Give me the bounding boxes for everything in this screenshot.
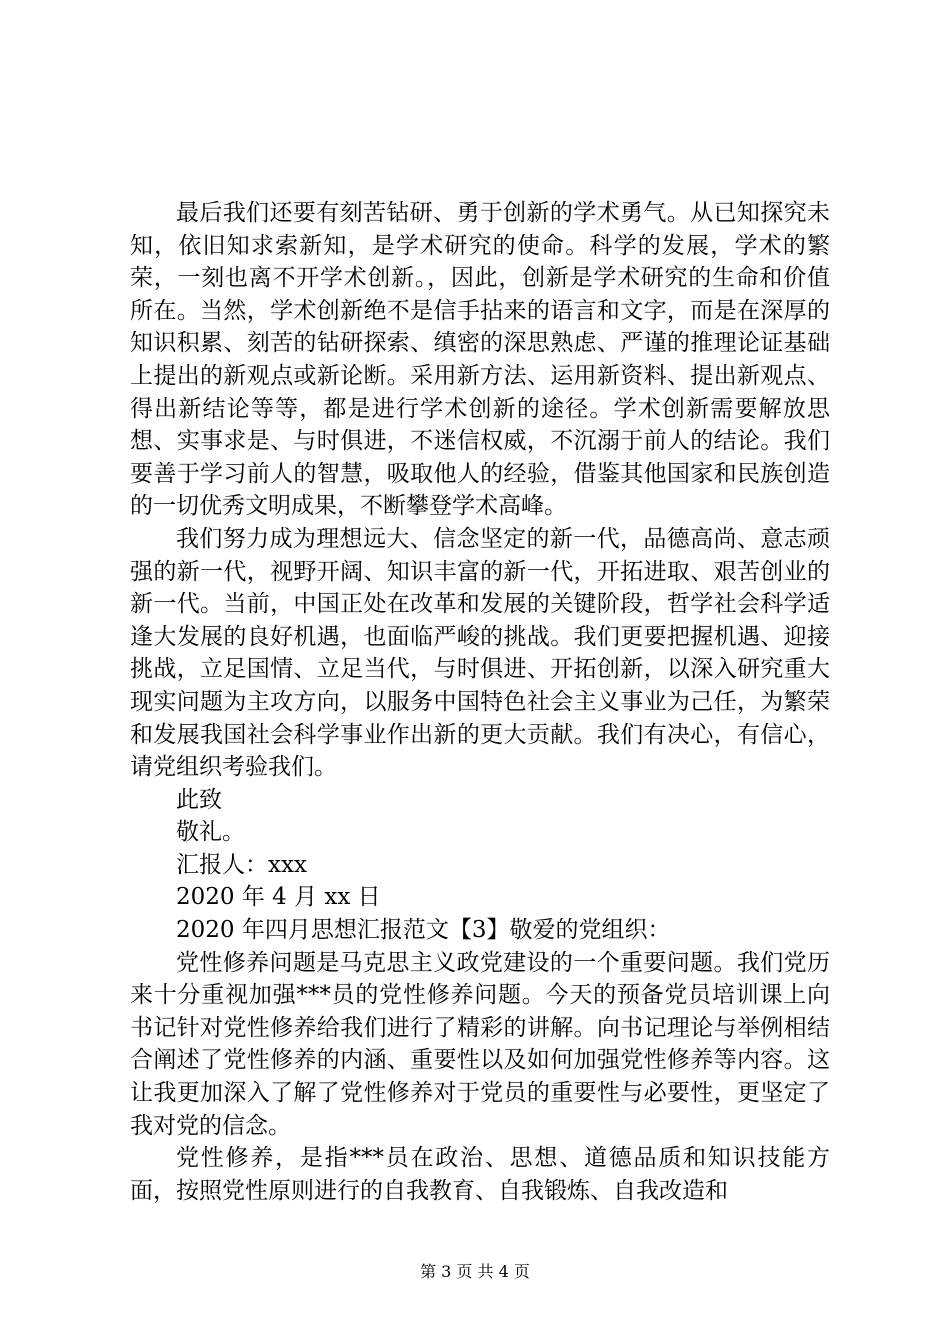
paragraph-party-cultivation-definition: 党性修养，是指***员在政治、思想、道德品质和知识技能方面，按照党性原则进行的自我教育、自我锻炼、自我改造和 bbox=[130, 1145, 830, 1204]
section-heading: 2020 年四月思想汇报范文【3】敬爱的党组织： bbox=[176, 917, 671, 944]
document-body bbox=[130, 197, 830, 1207]
paragraph-new-generation: 我们努力成为理想远大、信念坚定的新一代，品德高尚、意志顽强的新一代，视野开阔、知识丰富的新一代，开拓进取、艰苦创业的新一代。当前，中国正处在改革和发展的关键阶段，哲学社会科学适逢大发展的良好机遇，也面临严峻的挑战。我们更要把握机遇、迎接挑战，立足国情、立足当代，与时俱进、开拓创新，以深入研究重大现实问题为主攻方向，以服务中国特色社会主义事业为己任，为繁荣和发展我国社会科学事业作出新的更大贡献。我们有决心，有信心，请党组织考验我们。 bbox=[130, 525, 830, 781]
closing-salutation: 此致 bbox=[176, 786, 222, 813]
page-number-footer: 第 3 页 共 4 页 bbox=[420, 1262, 530, 1281]
reporter-name: 汇报人：xxx bbox=[176, 851, 307, 878]
closing-regards: 敬礼。 bbox=[176, 819, 245, 846]
paragraph-party-cultivation: 党性修养问题是马克思主义政党建设的一个重要问题。我们党历来十分重视加强***员的党性修养问题。今天的预备党员培训课上向书记针对党性修养给我们进行了精彩的讲解。向书记理论与举例相结合阐述了党性修养的内涵、重要性以及如何加强党性修养等内容。这让我更加深入了解了党性修养对于党员的重要性与必要性，更坚定了我对党的信念。 bbox=[130, 949, 830, 1139]
report-date: 2020 年 4 月 xx 日 bbox=[176, 884, 381, 911]
paragraph-academic-courage: 最后我们还要有刻苦钻研、勇于创新的学术勇气。从已知探究未知，依旧知求索新知，是学术研究的使命。科学的发展，学术的繁荣，一刻也离不开学术创新。，因此，创新是学术研究的生命和价值所在。当然，学术创新绝不是信手拈来的语言和文字，而是在深厚的知识积累、刻苦的钻研探索、缜密的深思熟虑、严谨的推理论证基础上提出的新观点或新论断。采用新方法、运用新资料、提出新观点、得出新结论等等，都是进行学术创新的途径。学术创新需要解放思想、实事求是、与时俱进，不迷信权威，不沉溺于前人的结论。我们要善于学习前人的智慧，吸取他人的经验，借鉴其他国家和民族创造的一切优秀文明成果，不断攀登学术高峰。 bbox=[130, 200, 830, 520]
